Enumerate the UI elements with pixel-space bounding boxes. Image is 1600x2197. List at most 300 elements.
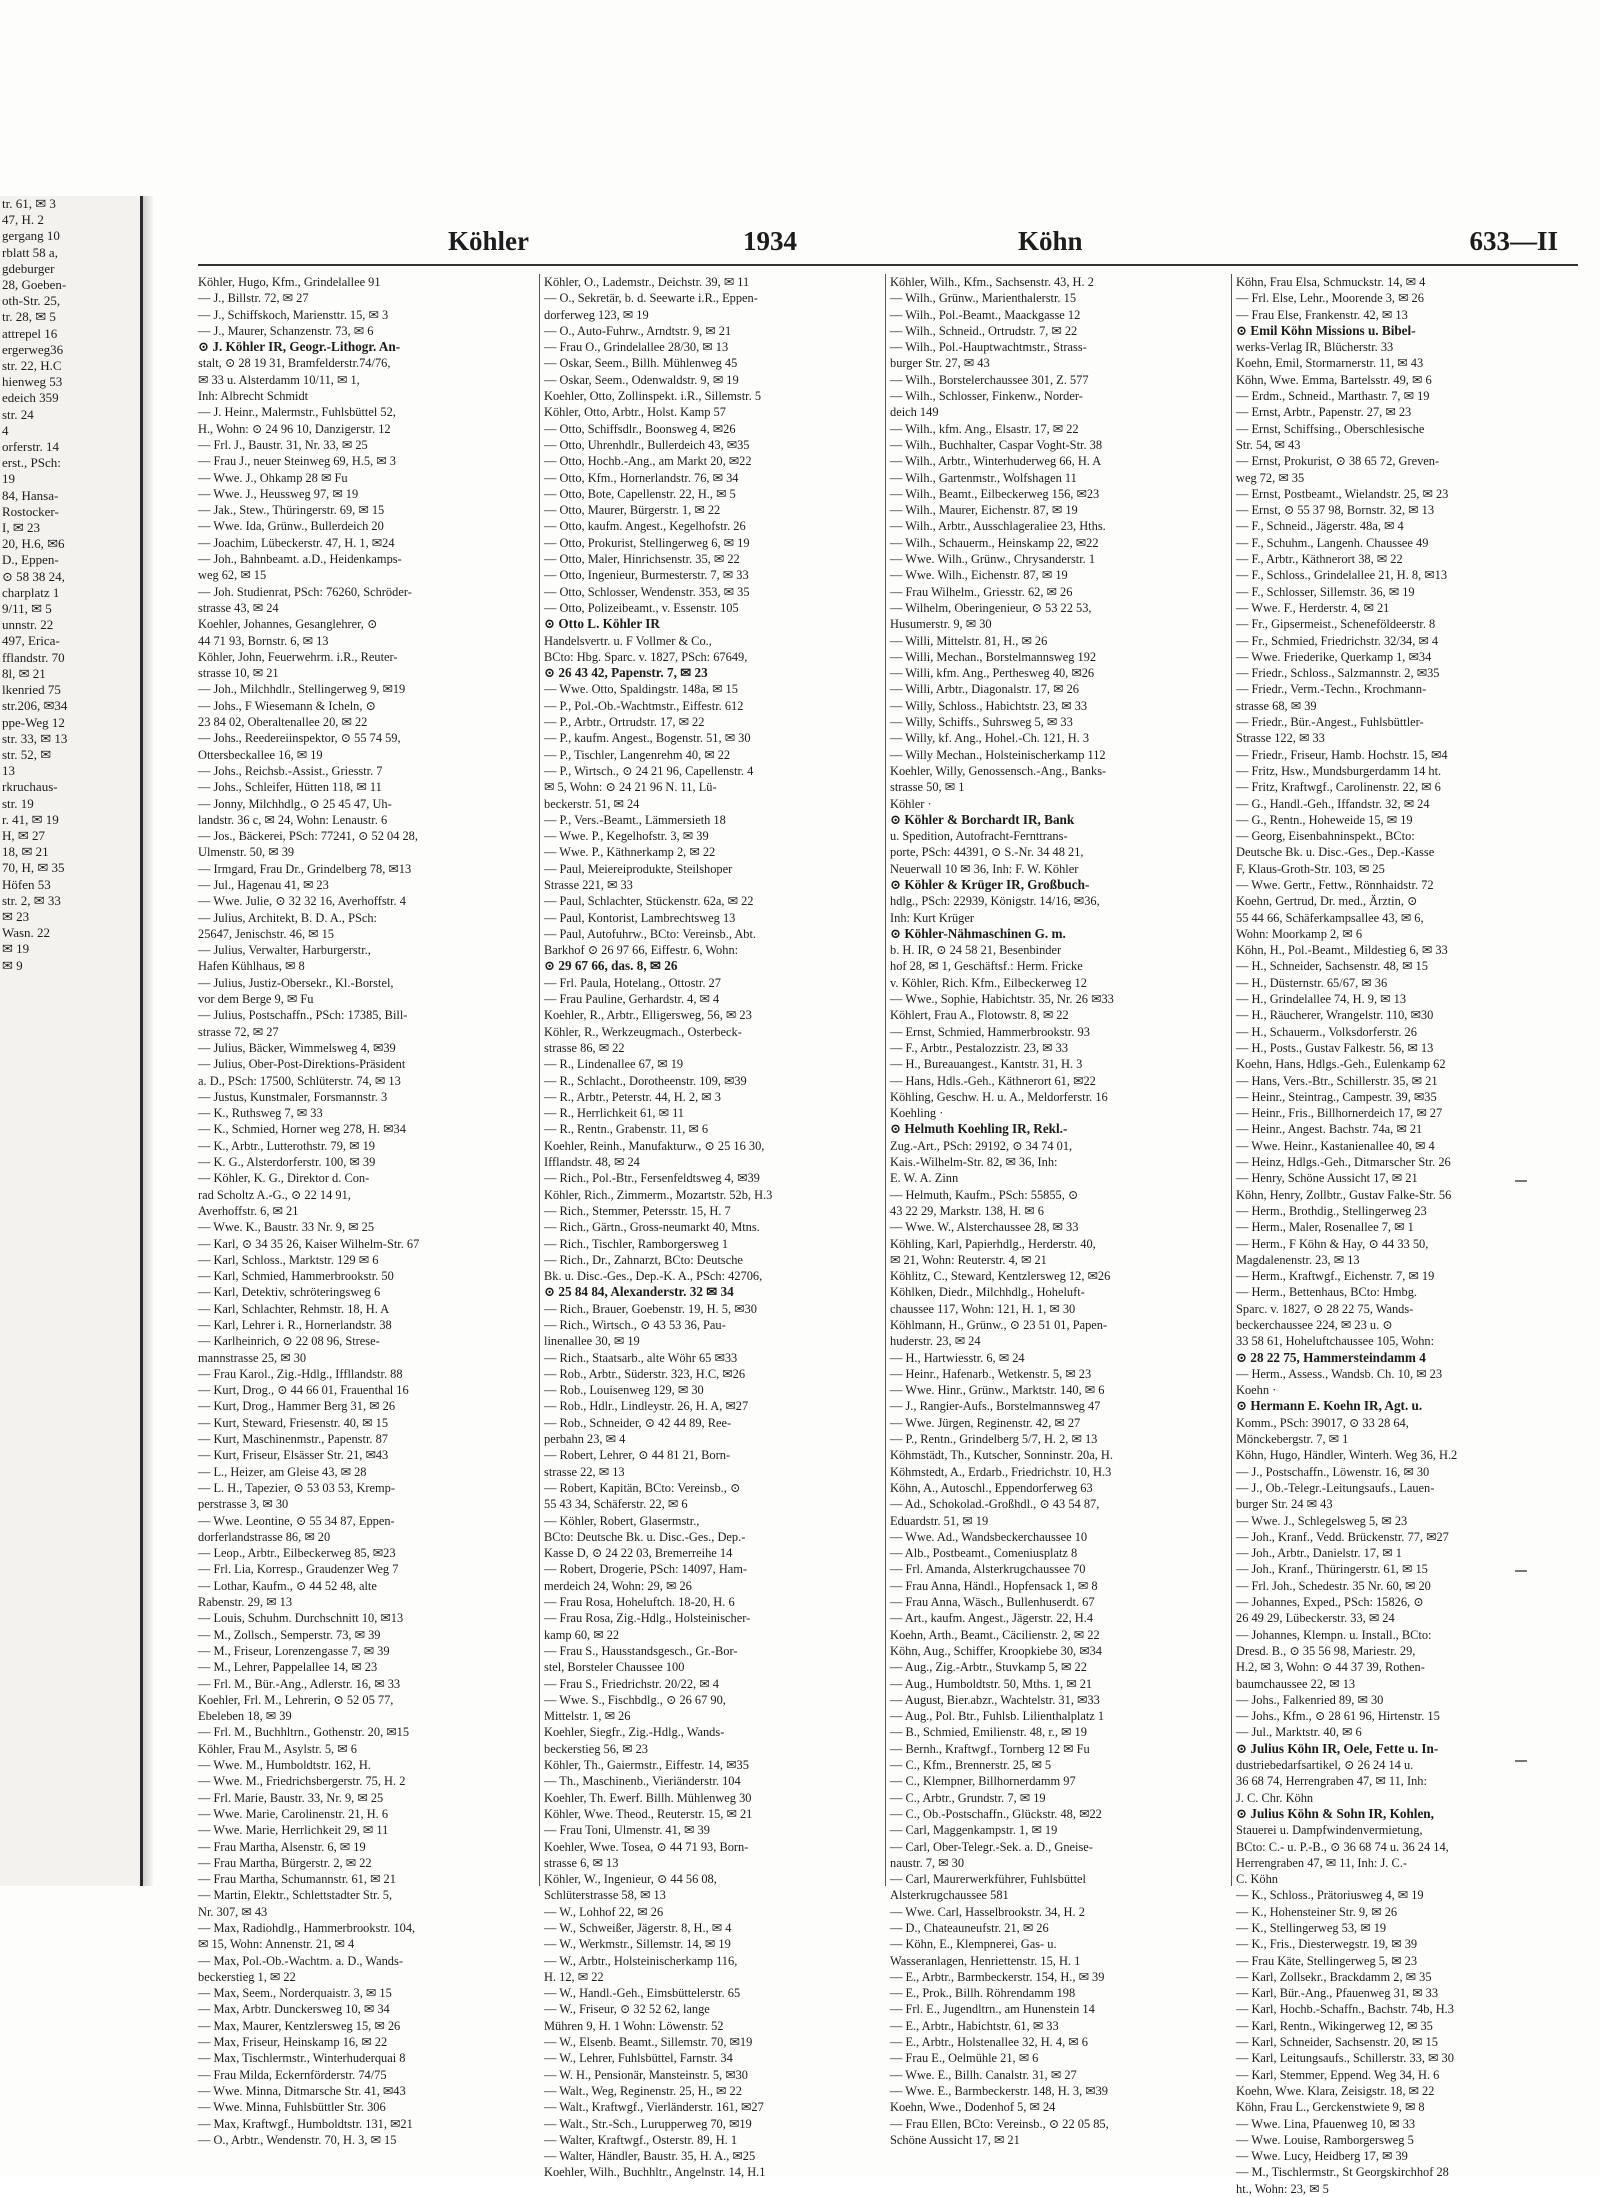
directory-entry: deich 149 (890, 405, 939, 420)
directory-entry: — W., Schweißer, Jägerstr. 8, H., ✉ 4 (544, 1920, 732, 1935)
directory-entry: — Willi, Mechan., Borstelmannsweg 192 (890, 649, 1097, 664)
directory-entry: — Karl, Detektiv, schröteringsweg 6 (198, 1285, 381, 1300)
directory-entry: Bk. u. Disc.-Ges., Dep.-K. A., PSch: 42706, (544, 1269, 763, 1284)
header-rule (198, 264, 1578, 266)
directory-entry: beckerstr. 51, ✉ 24 (544, 796, 640, 811)
directory-entry: Köhler, Wwe. Theod., Reuterstr. 15, ✉ 21 (544, 1806, 753, 1821)
directory-entry: — P., Vers.-Beamt., Lämmersieth 18 (544, 812, 726, 827)
directory-entry: — Frl. Else, Lehr., Moorende 3, ✉ 26 (1236, 291, 1424, 306)
directory-entry: — Max, Friseur, Heinskamp 16, ✉ 22 (198, 2035, 388, 2050)
column-divider (1231, 274, 1232, 1886)
directory-entry: — Frau Toni, Ulmenstr. 41, ✉ 39 (544, 1823, 710, 1838)
directory-entry: — Julius, Bäcker, Wimmelsweg 4, ✉39 (198, 1040, 396, 1055)
directory-entry: — Aug., Humboldtstr. 50, Mths. 1, ✉ 21 (890, 1676, 1093, 1691)
directory-entry: — K. G., Alsterdorferstr. 100, ✉ 39 (198, 1155, 376, 1170)
header-year: 1934 (743, 226, 797, 256)
directory-entry: — Wwe. Lina, Pfauenweg 10, ✉ 33 (1236, 2116, 1416, 2131)
directory-entry: — Helmuth, Kaufm., PSch: 55855, ⊙ (890, 1187, 1079, 1202)
directory-entry: — Willi, kfm. Ang., Perthesweg 40, ✉26 (890, 666, 1095, 681)
directory-entry: — Willy Mechan., Holsteinischerkamp 112 (890, 747, 1106, 762)
directory-entry: — Otto, Polizeibeamt., v. Essenstr. 105 (544, 600, 739, 615)
directory-entry: weg 72, ✉ 35 (1236, 470, 1305, 485)
directory-entry: — Johs., Reedereiinspektor, ⊙ 55 74 59, (198, 731, 401, 746)
directory-entry: — Wwe. J., Heussweg 97, ✉ 19 (198, 486, 359, 501)
directory-entry: — Rich., Stemmer, Petersstr. 15, H. 7 (544, 1203, 731, 1218)
directory-entry: — Frau Martha, Bürgerstr. 2, ✉ 22 (198, 1855, 372, 1870)
directory-entry: — J., Ob.-Telegr.-Leitungsaufs., Lauen- (1236, 1480, 1435, 1495)
directory-entry: Koehn, Hans, Hdlgs.-Geh., Eulenkamp 62 (1236, 1057, 1446, 1072)
directory-entry: — Wwe. Heinr., Kastanienallee 40, ✉ 4 (1236, 1138, 1435, 1153)
previous-page-line: 84, Hansa- (2, 487, 59, 503)
directory-entry: rad Scholtz A.-G., ⊙ 22 14 91, (198, 1187, 351, 1202)
directory-entry: — C., Kfm., Brennerstr. 25, ✉ 5 (890, 1758, 1052, 1773)
directory-entry: — Irmgard, Frau Dr., Grindelberg 78, ✉13 (198, 861, 412, 876)
directory-entry: huderstr. 23, ✉ 24 (890, 1334, 981, 1349)
directory-entry: ⊙ 25 84 84, Alexanderstr. 32 ✉ 34 (544, 1284, 734, 1300)
directory-entry: — Frau S., Hausstandsgesch., Gr.-Bor- (544, 1643, 738, 1658)
directory-entry: — O., Sekretär, b. d. Seewarte i.R., Eppen- (544, 291, 758, 306)
directory-entry: — H., Schneider, Sachsenstr. 48, ✉ 15 (1236, 959, 1428, 974)
directory-entry: — Wwe. M., Friedrichsbergerstr. 75, H. 2 (198, 1774, 406, 1789)
directory-entry: — Robert, Kapitän, BCto: Vereinsb., ⊙ (544, 1480, 741, 1495)
directory-entry: BCto: Deutsche Bk. u. Disc.-Ges., Dep.- (544, 1529, 746, 1544)
directory-entry: — Walt., Str.-Sch., Lurupperweg 70, ✉19 (544, 2116, 752, 2131)
directory-entry: — Otto, Prokurist, Stellingerweg 6, ✉ 19 (544, 535, 750, 550)
directory-entry: — Wwe. Gertr., Fettw., Rönnhaidstr. 72 (1236, 877, 1434, 892)
directory-entry: dustriebedarfsartikel, ⊙ 26 24 14 u. (1236, 1758, 1414, 1773)
directory-entry: — Johs., Reichsb.-Assist., Griesstr. 7 (198, 763, 383, 778)
directory-entry: — Jos., Bäckerei, PSch: 77241, ⊙ 52 04 28, (198, 829, 418, 844)
directory-entry: mannstrasse 25, ✉ 30 (198, 1350, 307, 1365)
directory-entry: Herrengraben 47, ✉ 11, Inh: J. C.- (1236, 1855, 1407, 1870)
directory-entry: — Karlheinrich, ⊙ 22 08 96, Strese- (198, 1334, 380, 1349)
directory-entry: — Wwe. F., Herderstr. 4, ✉ 21 (1236, 600, 1390, 615)
directory-entry: ⊙ Hermann E. Koehn IR, Agt. u. (1236, 1398, 1423, 1414)
directory-entry: merdeich 24, Wohn: 29, ✉ 26 (544, 1578, 692, 1593)
directory-entry: — Otto, Hochb.-Ang., am Markt 20, ✉22 (544, 454, 752, 469)
directory-entry: — W., Lohhof 22, ✉ 26 (544, 1904, 664, 1919)
directory-entry: — Wilh., Arbtr., Ausschlageraliee 23, Hths. (890, 519, 1106, 534)
directory-entry: — Johs., F Wiesemann & Icheln, ⊙ (198, 698, 376, 713)
previous-page-line: 19 (2, 471, 15, 487)
directory-entry: ✉ 5, Wohn: ⊙ 24 21 96 N. 11, Lü- (544, 780, 717, 795)
directory-entry: — O., Auto-Fuhrw., Arndtstr. 9, ✉ 21 (544, 323, 732, 338)
directory-entry: ⊙ Köhler-Nähmaschinen G. m. (890, 925, 1066, 941)
directory-entry: — J., Maurer, Schanzenstr. 73, ✉ 6 (198, 323, 374, 338)
directory-entry: — Joh., Arbtr., Danielstr. 17, ✉ 1 (1236, 1546, 1402, 1561)
directory-entry: — Karl, Schlachter, Rehmstr. 18, H. A (198, 1301, 390, 1316)
directory-entry: — Otto, Maler, Hinrichsenstr. 35, ✉ 22 (544, 552, 740, 567)
directory-entry: — Karl, Leitungsaufs., Schillerstr. 33, ✉ 30 (1236, 2051, 1454, 2066)
directory-entry: — Willy, Schloss., Habichtstr. 23, ✉ 33 (890, 698, 1088, 713)
directory-entry: — Ernst, Schiffsing., Oberschlesische (1236, 421, 1425, 436)
previous-page-line: gdeburger (2, 260, 55, 276)
directory-entry: BCto: C.- u. P.-B., ⊙ 36 68 74 u. 36 24 14, (1236, 1839, 1449, 1854)
previous-page-line: 18, ✉ 21 (2, 844, 49, 860)
directory-entry: chaussee 117, Wohn: 121, H. 1, ✉ 30 (890, 1301, 1076, 1316)
directory-entry: — O., Arbtr., Wendenstr. 70, H. 3, ✉ 15 (198, 2132, 397, 2147)
directory-entry: — Herm., Brothdig., Stellingerweg 23 (1236, 1203, 1427, 1218)
directory-entry: — Otto, Kfm., Hornerlandstr. 76, ✉ 34 (544, 470, 739, 485)
previous-page-line: 497, Erica- (2, 633, 60, 649)
directory-entry: Koehler, Willy, Genossensch.-Ang., Banks- (890, 763, 1107, 778)
previous-page-line: 20, H.6, ✉6 (2, 536, 65, 552)
directory-entry: Koehler, Wilh., Buchhltr., Angelnstr. 14, H.1 (544, 2165, 766, 2180)
directory-entry: H.2, ✉ 3, Wohn: ⊙ 44 37 39, Rothen- (1236, 1660, 1425, 1675)
directory-entry: — Heinz, Hdlgs.-Geh., Ditmarscher Str. 26 (1236, 1155, 1451, 1170)
directory-entry: — Karl, Schneider, Sachsenstr. 20, ✉ 15 (1236, 2035, 1438, 2050)
directory-entry: — Otto, Maurer, Bürgerstr. 1, ✉ 22 (544, 503, 721, 518)
directory-entry: — Wwe. P., Kegelhofstr. 3, ✉ 39 (544, 829, 709, 844)
directory-entry: — W., Arbtr., Holsteinischerkamp 116, (544, 1953, 738, 1968)
directory-entry: — Otto, kaufm. Angest., Kegelhofstr. 26 (544, 519, 746, 534)
directory-entry: Köhler, Rich., Zimmerm., Mozartstr. 52b, H.3 (544, 1187, 773, 1202)
directory-entry: — Ernst, Prokurist, ⊙ 38 65 72, Greven- (1236, 454, 1440, 469)
directory-entry: beckerstieg 56, ✉ 23 (544, 1741, 648, 1756)
directory-entry: — Frl. Marie, Baustr. 33, Nr. 9, ✉ 25 (198, 1790, 384, 1805)
directory-columns (198, 274, 1578, 2196)
directory-entry: — Carl, Ober-Telegr.-Sek. a. D., Gneise- (890, 1839, 1093, 1854)
previous-page-line: 9/11, ✉ 5 (2, 601, 52, 617)
directory-entry: — Rich., Brauer, Goebenstr. 19, H. 5, ✉30 (544, 1301, 757, 1316)
directory-entry: Koehn, Wwe., Dodenhof 5, ✉ 24 (890, 2100, 1056, 2115)
directory-entry: ⊙ Helmuth Koehling IR, Rekl.- (890, 1121, 1068, 1137)
directory-entry: Köhler, R., Werkzeugmach., Osterbeck- (544, 1024, 742, 1039)
directory-entry: — Wwe. Minna, Fuhlsbüttler Str. 306 (198, 2100, 386, 2115)
directory-entry: — Frl. Lia, Korresp., Graudenzer Weg 7 (198, 1562, 399, 1577)
directory-entry: Mühren 9, H. 1 Wohn: Löwenstr. 52 (544, 2018, 724, 2033)
directory-entry: — Karl, Rentn., Wikingerweg 12, ✉ 35 (1236, 2018, 1433, 2033)
directory-entry: — C., Klempner, Billhornerdamm 97 (890, 1774, 1076, 1789)
directory-entry: Köhling, Karl, Papierhdlg., Herderstr. 40, (890, 1236, 1096, 1251)
directory-entry: kamp 60, ✉ 22 (544, 1627, 620, 1642)
directory-entry: — Herm., F Köhn & Hay, ⊙ 44 33 50, (1236, 1236, 1429, 1251)
directory-entry: — W., Friseur, ⊙ 32 52 62, lange (544, 2002, 710, 2017)
directory-entry: — Julius, Architekt, B. D. A., PSch: (198, 910, 377, 925)
directory-entry: — H., Posts., Gustav Falkestr. 56, ✉ 13 (1236, 1040, 1434, 1055)
directory-entry: — Otto, Schlosser, Wendenstr. 353, ✉ 35 (544, 584, 750, 599)
previous-page-line: 13 (2, 763, 15, 779)
directory-entry: — Frau Anna, Wäsch., Bullenhuserdt. 67 (890, 1595, 1095, 1610)
previous-page-line: rkruchaus- (2, 779, 58, 795)
directory-entry: strasse 43, ✉ 24 (198, 600, 279, 615)
directory-entry: — Walter, Händler, Baustr. 35, H. A., ✉25 (544, 2149, 756, 2164)
directory-entry: stel, Borsteler Chaussee 100 (544, 1660, 685, 1675)
running-header (198, 226, 1578, 260)
directory-entry: Eduardstr. 51, ✉ 19 (890, 1513, 989, 1528)
directory-entry: — Fr., Gipsermeist., Scheneföldeerstr. 8 (1236, 617, 1436, 632)
directory-entry: — Köhler, K. G., Direktor d. Con- (198, 1171, 370, 1186)
previous-page-line: Rostocker- (2, 503, 59, 519)
directory-entry: ht., Wohn: 23, ✉ 5 (1236, 2181, 1329, 2196)
directory-entry: — H., Bureauangest., Kantstr. 31, H. 3 (890, 1057, 1083, 1072)
directory-entry: — Johs., Kfm., ⊙ 28 61 96, Hirtenstr. 15 (1236, 1709, 1440, 1724)
directory-entry: Handelsvertr. u. F Vollmer & Co., (544, 633, 712, 648)
directory-entry: Mittelstr. 1, ✉ 26 (544, 1709, 631, 1724)
directory-entry: Koehn · (1236, 1383, 1277, 1398)
directory-entry: ⊙ Köhler & Borchardt IR, Bank (890, 811, 1075, 827)
directory-entry: Köhn, A., Autoschl., Eppendorferweg 63 (890, 1480, 1093, 1495)
directory-entry: — Wilh., kfm. Ang., Elsastr. 17, ✉ 22 (890, 421, 1079, 436)
directory-entry: — R., Herrlichkeit 61, ✉ 11 (544, 1106, 684, 1121)
directory-entry: baumchaussee 22, ✉ 13 (1236, 1676, 1356, 1691)
directory-entry: — Joh., Milchhdlr., Stellingerweg 9, ✉19 (198, 682, 406, 697)
directory-entry: — Robert, Drogerie, PSch: 14097, Ham- (544, 1562, 748, 1577)
directory-entry: stalt, ⊙ 28 19 31, Bramfelderstr.74/76, (198, 356, 391, 371)
directory-entry: — Fritz, Kraftwgf., Carolinenstr. 22, ✉ 6 (1236, 780, 1441, 795)
directory-entry: — Ad., Schokolad.-Großhdl., ⊙ 43 54 87, (890, 1497, 1100, 1512)
directory-entry: — W., Handl.-Geh., Eimsbüttelerstr. 65 (544, 1986, 741, 2001)
directory-entry: beckerchaussee 224, ✉ 23 u. ⊙ (1236, 1318, 1393, 1332)
directory-entry: — E., Prok., Billh. Röhrendamm 198 (890, 1986, 1076, 2001)
directory-entry: — Friedr., Verm.-Techn., Krochmann- (1236, 682, 1427, 697)
directory-entry: strasse 68, ✉ 39 (1236, 698, 1317, 713)
directory-entry: Alsterkrugchaussee 581 (890, 1888, 1009, 1903)
directory-entry: ✉ 21, Wohn: Reuterstr. 4, ✉ 21 (890, 1252, 1047, 1267)
directory-entry: — J. Heinr., Malermstr., Fuhlsbüttel 52, (198, 405, 396, 420)
directory-entry: — R., Lindenallee 67, ✉ 19 (544, 1057, 684, 1072)
directory-entry: — Wwe. Wilh., Grünw., Chrysanderstr. 1 (890, 552, 1096, 567)
directory-entry: 44 71 93, Bornstr. 6, ✉ 13 (198, 633, 329, 648)
previous-page-line: ✉ 19 (2, 941, 30, 957)
directory-entry: — Karl, Lehrer i. R., Hornerlandstr. 38 (198, 1318, 392, 1332)
directory-entry: — Otto, Schiffsdlr., Boonsweg 4, ✉26 (544, 421, 736, 436)
directory-entry: — C., Arbtr., Grundstr. 7, ✉ 19 (890, 1790, 1046, 1805)
directory-entry: Köhn, H., Pol.-Beamt., Mildestieg 6, ✉ 33 (1236, 943, 1448, 958)
directory-entry: — Ernst, ⊙ 55 37 98, Bornstr. 32, ✉ 13 (1236, 503, 1435, 518)
previous-page-line: Wasn. 22 (2, 925, 51, 941)
directory-entry: — P., Pol.-Ob.-Wachtmstr., Eiffestr. 612 (544, 698, 744, 713)
directory-entry: Köhler, Frau M., Asylstr. 5, ✉ 6 (198, 1741, 357, 1756)
directory-entry: — Th., Maschinenb., Vieriänderstr. 104 (544, 1774, 741, 1789)
previous-page-line: gergang 10 (2, 228, 60, 244)
directory-entry: — H., Düsternstr. 65/67, ✉ 36 (1236, 975, 1388, 990)
directory-entry: — E., Arbtr., Holstenallee 32, H. 4, ✉ 6 (890, 2035, 1088, 2050)
directory-entry: — Joh. Studienrat, PSch: 76260, Schröder- (198, 584, 412, 599)
directory-entry: — Carl, Maggenkampstr. 1, ✉ 19 (890, 1823, 1058, 1838)
previous-page-line: 4 (2, 422, 9, 438)
directory-entry: ⊙ Emil Köhn Missions u. Bibel- (1236, 322, 1416, 338)
previous-page-line: erst., PSch: (2, 455, 61, 471)
directory-entry: — Frl. Amanda, Alsterkrugchaussee 70 (890, 1562, 1086, 1577)
directory-entry: — Rich., Pol.-Btr., Fersenfeldtsweg 4, ✉39 (544, 1171, 760, 1186)
directory-entry: Dresd. B., ⊙ 35 56 98, Mariestr. 29, (1236, 1643, 1416, 1658)
directory-entry: — Wwe., Sophie, Habichtstr. 35, Nr. 26 ✉33 (890, 992, 1114, 1007)
directory-entry: Koehler, R., Arbtr., Elligersweg, 56, ✉ 23 (544, 1008, 752, 1023)
directory-entry: — Walter, Kraftwgf., Osterstr. 89, H. 1 (544, 2132, 738, 2147)
header-right-keyword: Köhn (1018, 226, 1083, 256)
directory-entry: — Karl, Stemmer, Eppend. Weg 34, H. 6 (1236, 2067, 1440, 2082)
directory-entry: Wohn: Moorkamp 2, ✉ 6 (1236, 926, 1363, 941)
header-left-keyword: Köhler (448, 226, 529, 256)
directory-entry: beckerstieg 1, ✉ 22 (198, 1969, 296, 1984)
directory-entry: — R., Arbtr., Peterstr. 44, H. 2, ✉ 3 (544, 1089, 721, 1104)
directory-entry: — Wilh., Arbtr., Winterhuderweg 66, H. A (890, 454, 1102, 469)
previous-page-line: ✉ 9 (2, 957, 23, 973)
directory-entry: — Max, Tischlermstr., Winterhuderquai 8 (198, 2051, 406, 2066)
previous-page-line: fflandstr. 70 (2, 649, 65, 665)
directory-entry: — Wilh., Borstelerchaussee 301, Z. 577 (890, 372, 1089, 387)
directory-entry: — Rob., Schneider, ⊙ 42 44 89, Ree- (544, 1415, 732, 1430)
directory-entry: Köhn, Henry, Zollbtr., Gustav Falke-Str. 56 (1236, 1187, 1452, 1202)
directory-entry: — L., Heizer, am Gleise 43, ✉ 28 (198, 1464, 367, 1479)
directory-entry: — Friedr., Friseur, Hamb. Hochstr. 15, ✉4 (1236, 747, 1448, 762)
directory-entry: — Karl, Schloss., Marktstr. 129 ✉ 6 (198, 1252, 379, 1267)
directory-entry: — F., Schloss., Grindelallee 21, H. 8, ✉13 (1236, 568, 1448, 583)
directory-entry: — K., Stellingerweg 53, ✉ 19 (1236, 1920, 1387, 1935)
previous-page-line: str. 33, ✉ 13 (2, 730, 68, 746)
directory-entry: Koehler, Siegfr., Zig.-Hdlg., Wands- (544, 1725, 725, 1740)
directory-entry: — M., Zollsch., Semperstr. 73, ✉ 39 (198, 1627, 381, 1642)
directory-entry: Kais.-Wilhelm-Str. 82, ✉ 36, Inh: (890, 1155, 1058, 1170)
directory-entry: — F., Schneid., Jägerstr. 48a, ✉ 4 (1236, 519, 1404, 534)
directory-entry: — Wwe. Jürgen, Reginenstr. 42, ✉ 27 (890, 1415, 1081, 1430)
directory-entry: — Frau Anna, Händl., Hopfensack 1, ✉ 8 (890, 1578, 1098, 1593)
directory-entry: — Paul, Kontorist, Lambrechtsweg 13 (544, 910, 736, 925)
directory-entry: — P., Rentn., Grindelberg 5/7, H. 2, ✉ 13 (890, 1432, 1098, 1447)
directory-entry: Köhler, Otto, Arbtr., Holst. Kamp 57 (544, 405, 726, 420)
directory-entry: — Martin, Elektr., Schlettstadter Str. 5, (198, 1888, 393, 1903)
directory-entry: — Willi, Arbtr., Diagonalstr. 17, ✉ 26 (890, 682, 1079, 697)
directory-entry: Neuerwall 10 ✉ 36, Inh: F. W. Köhler (890, 861, 1079, 876)
directory-entry: 55 44 66, Schäferkampsallee 43, ✉ 6, (1236, 910, 1424, 925)
directory-entry: — D., Chateauneufstr. 21, ✉ 26 (890, 1920, 1049, 1935)
previous-page-line: 47, H. 2 (2, 212, 44, 228)
directory-entry: — F., Schlosser, Sillemstr. 36, ✉ 19 (1236, 584, 1415, 599)
directory-entry: — Wwe. Lucy, Heidberg 17, ✉ 39 (1236, 2149, 1408, 2164)
directory-entry: Köhlken, Diedr., Milchhdlg., Hoheluft- (890, 1285, 1085, 1300)
directory-entry: — Art., kaufm. Angest., Jägerstr. 22, H.4 (890, 1611, 1094, 1626)
directory-entry: — Rich., Staatsarb., alte Wöhr 65 ✉33 (544, 1350, 738, 1365)
directory-entry: — R., Schlacht., Dorotheenstr. 109, ✉39 (544, 1073, 747, 1088)
directory-entry: — Wwe. Louise, Ramborgersweg 5 (1236, 2132, 1414, 2147)
previous-page-line: str.206, ✉34 (2, 698, 68, 714)
directory-entry: Köhmstädt, Th., Kutscher, Sonninstr. 20a, H. (890, 1448, 1113, 1463)
directory-entry: 26 49 29, Lübeckerstr. 33, ✉ 24 (1236, 1611, 1395, 1626)
directory-entry: porte, PSch: 44391, ⊙ S.-Nr. 34 48 21, (890, 845, 1084, 860)
directory-entry: Schöne Aussicht 17, ✉ 21 (890, 2132, 1020, 2147)
directory-entry: 25647, Jenischstr. 46, ✉ 15 (198, 926, 335, 941)
directory-entry: ⊙ Köhler & Krüger IR, Großbuch- (890, 876, 1090, 892)
directory-entry: ⊙ 28 22 75, Hammersteindamm 4 (1236, 1349, 1426, 1365)
directory-entry: — F., Arbtr., Käthnerort 38, ✉ 22 (1236, 552, 1403, 567)
directory-entry: — Ernst, Arbtr., Papenstr. 27, ✉ 23 (1236, 405, 1412, 420)
directory-entry: perbahn 23, ✉ 4 (544, 1432, 626, 1447)
directory-entry: 55 43 34, Schäferstr. 22, ✉ 6 (544, 1497, 688, 1512)
directory-entry: — H., Räucherer, Wrangelstr. 110, ✉30 (1236, 1008, 1434, 1023)
directory-entry: Köhler, Wilh., Kfm., Sachsenstr. 43, H. 2 (890, 275, 1094, 289)
previous-page-line: ⊙ 58 38 24, (2, 568, 65, 584)
directory-entry: — Wilh., Schneid., Ortrudstr. 7, ✉ 22 (890, 323, 1078, 338)
directory-entry: — Max, Arbtr. Dunckersweg 10, ✉ 34 (198, 2002, 390, 2017)
directory-entry: v. Köhler, Rich. Kfm., Eilbeckerweg 12 (890, 975, 1087, 990)
directory-entry: dorferlandstrasse 86, ✉ 20 (198, 1529, 331, 1544)
directory-entry: — K., Arbtr., Lutterothstr. 79, ✉ 19 (198, 1138, 375, 1153)
directory-entry: — Ernst, Postbeamt., Wielandstr. 25, ✉ 23 (1236, 486, 1449, 501)
directory-entry: — Hans, Vers.-Btr., Schillerstr. 35, ✉ 21 (1236, 1073, 1438, 1088)
previous-page-line: str. 24 (2, 406, 34, 422)
directory-entry: — Herm., Assess., Wandsb. Ch. 10, ✉ 23 (1236, 1366, 1443, 1381)
directory-entry: ⊙ Otto L. Köhler IR (544, 616, 660, 632)
directory-entry: — Aug., Pol. Btr., Fuhlsb. Lilienthalplatz 1 (890, 1709, 1105, 1724)
directory-entry: — Wilh., Schlosser, Finkenw., Norder- (890, 389, 1083, 404)
directory-entry: — W. H., Pensionär, Mansteinstr. 5, ✉30 (544, 2067, 749, 2082)
directory-entry: — Frau Martha, Alsenstr. 6, ✉ 19 (198, 1839, 366, 1854)
directory-entry: C. Köhn (1236, 1872, 1278, 1887)
directory-entry: Köhling, Geschw. H. u. A., Meldorferstr. 16 (890, 1089, 1108, 1104)
previous-page-line: r. 41, ✉ 19 (2, 811, 59, 827)
directory-entry: — Frau E., Oelmühle 21, ✉ 6 (890, 2051, 1039, 2066)
directory-entry: — Otto, Ingenieur, Burmesterstr. 7, ✉ 33 (544, 568, 749, 583)
directory-entry: — Johs., Schleifer, Hütten 118, ✉ 11 (198, 780, 382, 795)
directory-entry: a. D., PSch: 17500, Schlüterstr. 74, ✉ 13 (198, 1073, 401, 1088)
column-4 (1236, 274, 1574, 2196)
directory-entry: — Hans, Hdls.-Geh., Käthnerort 61, ✉22 (890, 1073, 1096, 1088)
directory-entry: Komm., PSch: 39017, ⊙ 33 28 64, (1236, 1415, 1409, 1430)
directory-entry: — Wwe. E., Barmbeckerstr. 148, H. 3, ✉39 (890, 2083, 1108, 2098)
directory-entry: ⊙ 26 43 42, Papenstr. 7, ✉ 23 (544, 665, 708, 681)
directory-entry: ⊙ 29 67 66, das. 8, ✉ 26 (544, 958, 678, 974)
directory-entry: — Frau Ellen, BCto: Vereinsb., ⊙ 22 05 85, (890, 2116, 1109, 2131)
directory-entry: — Frl. E., Jugendltrn., am Hunenstein 14 (890, 2002, 1095, 2017)
directory-entry: Barkhof ⊙ 26 97 66, Eiffestr. 6, Wohn: (544, 943, 739, 958)
directory-entry: H. 12, ✉ 22 (544, 1969, 604, 1984)
directory-entry: — Wwe. Friederike, Querkamp 1, ✉34 (1236, 649, 1432, 664)
directory-entry: Köhlitz, C., Steward, Kentzlersweg 12, ✉26 (890, 1269, 1111, 1284)
directory-entry: — Robert, Lehrer, ⊙ 44 81 21, Born- (544, 1448, 731, 1463)
previous-page-line: 28, Goeben- (2, 277, 67, 293)
directory-entry: — Frau Wilhelm., Griesstr. 62, ✉ 26 (890, 584, 1073, 599)
previous-page-line: H, ✉ 27 (2, 827, 46, 843)
directory-entry: — Karl, Zollsekr., Brackdamm 2, ✉ 35 (1236, 1969, 1432, 1984)
directory-entry: — K., Schmied, Horner weg 278, H. ✉34 (198, 1122, 406, 1137)
directory-entry: strasse 50, ✉ 1 (890, 780, 965, 795)
directory-entry: Nr. 307, ✉ 43 (198, 1904, 268, 1919)
directory-entry: Schlüterstrasse 58, ✉ 13 (544, 1888, 666, 1903)
directory-entry: — Wwe. Otto, Spaldingstr. 148a, ✉ 15 (544, 682, 738, 697)
directory-entry: — Karl, Schmied, Hammerbrookstr. 50 (198, 1269, 394, 1284)
directory-entry: — Rich., Tischler, Ramborgersweg 1 (544, 1236, 729, 1251)
directory-entry: — Willy, Schiffs., Suhrsweg 5, ✉ 33 (890, 715, 1073, 730)
previous-page-line: lkenried 75 (2, 682, 61, 698)
directory-entry: Str. 54, ✉ 43 (1236, 437, 1301, 452)
directory-entry: ✉ 15, Wohn: Annenstr. 21, ✉ 4 (198, 1937, 355, 1952)
directory-entry: — Frl. M., Buchhltrn., Gothenstr. 20, ✉15 (198, 1725, 410, 1740)
directory-entry: Köhlert, Frau A., Flotowstr. 8, ✉ 22 (890, 1008, 1069, 1023)
directory-entry: — Kurt, Steward, Friesenstr. 40, ✉ 15 (198, 1415, 389, 1430)
directory-entry: — Frau Karol., Zig.-Hdlg., Iffllandstr. 88 (198, 1366, 403, 1381)
directory-entry: ⊙ Julius Köhn & Sohn IR, Kohlen, (1236, 1805, 1434, 1821)
column-1 (198, 274, 536, 2147)
directory-entry: ⊙ J. Köhler IR, Geogr.-Lithogr. An- (198, 339, 401, 355)
directory-entry: — Frl. Paula, Hotelang., Ottostr. 27 (544, 975, 721, 990)
directory-entry: Köhler, W., Ingenieur, ⊙ 44 56 08, (544, 1872, 717, 1887)
directory-entry: burger Str. 27, ✉ 43 (890, 356, 990, 371)
directory-entry: — Oskar, Seem., Billh. Mühlenweg 45 (544, 356, 738, 371)
directory-entry: Köhmstedt, A., Erdarb., Friedrichstr. 10, H.3 (890, 1464, 1112, 1479)
directory-entry: — J., Schiffskoch, Mariensttr. 15, ✉ 3 (198, 307, 389, 322)
directory-entry: Deutsche Bk. u. Disc.-Ges., Dep.-Kasse (1236, 845, 1435, 860)
directory-entry: Kasse D, ⊙ 24 22 03, Bremerreihe 14 (544, 1546, 733, 1561)
directory-entry: Inh: Kurt Krüger (890, 910, 974, 925)
directory-entry: — Wwe. M., Humboldtstr. 162, H. (198, 1758, 371, 1773)
directory-entry: — H., Schauerm., Volksdorferstr. 26 (1236, 1024, 1417, 1039)
directory-entry: u. Spedition, Autofracht-Fernttrans- (890, 829, 1068, 844)
directory-entry: Köhn, Wwe. Emma, Bartelsstr. 49, ✉ 6 (1236, 372, 1432, 387)
previous-page-line: str. 2, ✉ 33 (2, 892, 61, 908)
directory-entry: perstrasse 3, ✉ 30 (198, 1497, 289, 1512)
previous-page-line: rblatt 58 a, (2, 244, 58, 260)
